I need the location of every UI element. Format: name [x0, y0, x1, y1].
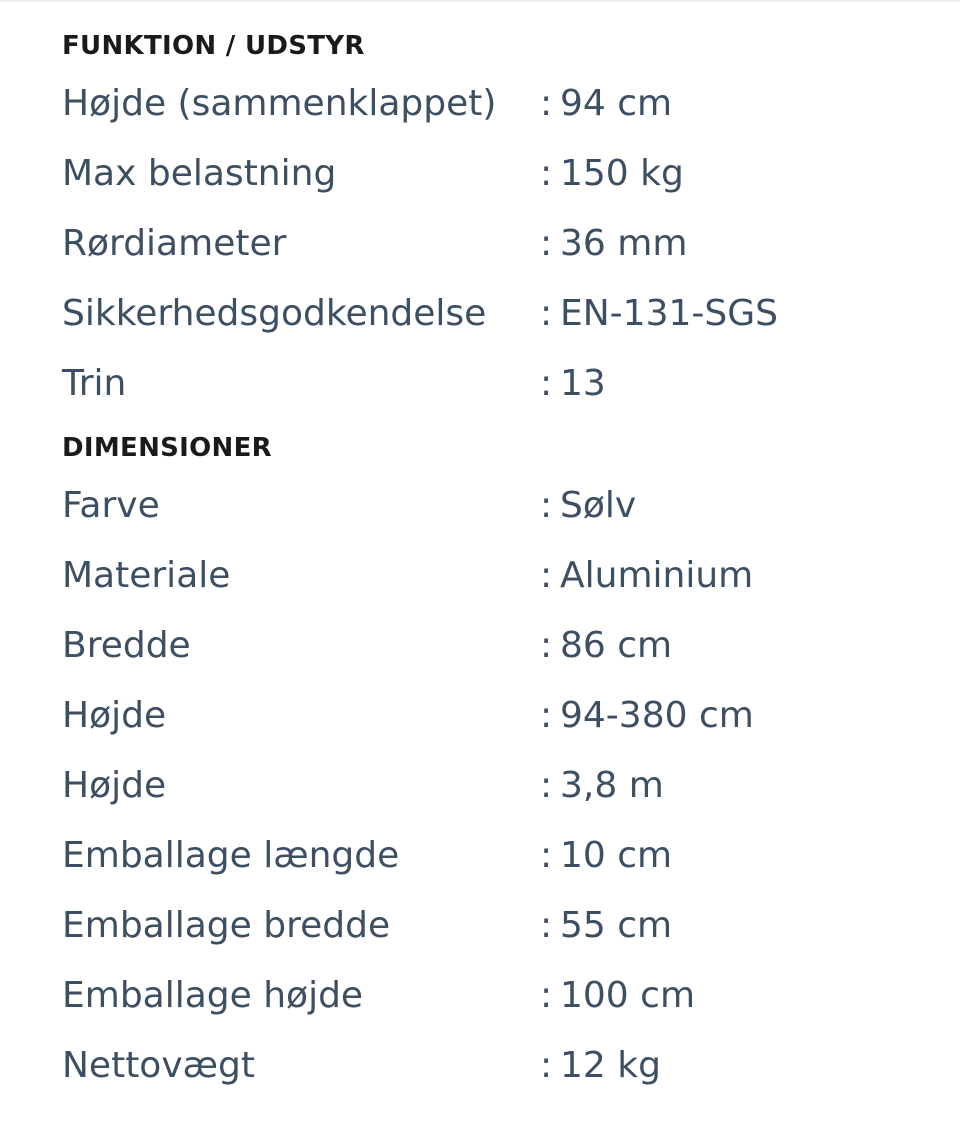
spec-separator: :: [540, 694, 553, 736]
section-dimensions: [62, 426, 942, 1100]
spec-row: [62, 138, 942, 208]
spec-row: [62, 208, 942, 278]
spec-label: Farve: [62, 484, 160, 526]
spec-sheet: [62, 24, 942, 1100]
spec-label: Højde: [62, 764, 167, 806]
spec-label: Emballage længde: [62, 834, 400, 876]
spec-label: Emballage højde: [62, 974, 364, 1016]
spec-label: Nettovægt: [62, 1044, 255, 1086]
spec-value: 36 mm: [560, 222, 688, 264]
spec-row: [62, 278, 942, 348]
top-divider: [0, 0, 960, 2]
spec-label: Sikkerhedsgodkendelse: [62, 292, 487, 334]
spec-row: [62, 960, 942, 1030]
spec-value: 55 cm: [560, 904, 673, 946]
spec-row: [62, 348, 942, 418]
spec-row: [62, 680, 942, 750]
spec-row: [62, 470, 942, 540]
spec-value: 100 cm: [560, 974, 696, 1016]
spec-value: 86 cm: [560, 624, 673, 666]
spec-row: [62, 540, 942, 610]
spec-value: Aluminium: [560, 554, 754, 596]
spec-value: EN-131-SGS: [560, 292, 778, 334]
spec-label: Bredde: [62, 624, 191, 666]
spec-label: Højde (sammenklappet): [62, 82, 497, 124]
spec-row: [62, 610, 942, 680]
spec-separator: :: [540, 974, 553, 1016]
spec-value: 10 cm: [560, 834, 673, 876]
spec-label: Materiale: [62, 554, 231, 596]
spec-separator: :: [540, 1044, 553, 1086]
spec-separator: :: [540, 764, 553, 806]
spec-row: [62, 820, 942, 890]
spec-separator: :: [540, 624, 553, 666]
spec-value: 94 cm: [560, 82, 673, 124]
section-heading: DIMENSIONER: [62, 433, 272, 463]
spec-label: Max belastning: [62, 152, 337, 194]
spec-row: [62, 750, 942, 820]
section-heading: FUNKTION / UDSTYR: [62, 31, 365, 61]
spec-label: Rørdiameter: [62, 222, 287, 264]
spec-separator: :: [540, 484, 553, 526]
spec-value: 150 kg: [560, 152, 684, 194]
spec-value: Sølv: [560, 484, 637, 526]
spec-label: Højde: [62, 694, 167, 736]
spec-row: [62, 1030, 942, 1100]
spec-row: [62, 890, 942, 960]
spec-value: 3,8 m: [560, 764, 664, 806]
section-function-equipment: [62, 24, 942, 418]
spec-separator: :: [540, 222, 553, 264]
spec-label: Emballage bredde: [62, 904, 391, 946]
spec-label: Trin: [62, 362, 127, 404]
spec-separator: :: [540, 152, 553, 194]
spec-separator: :: [540, 362, 553, 404]
spec-value: 94-380 cm: [560, 694, 754, 736]
spec-row: [62, 68, 942, 138]
spec-separator: :: [540, 82, 553, 124]
spec-value: 13: [560, 362, 606, 404]
spec-separator: :: [540, 904, 553, 946]
spec-separator: :: [540, 834, 553, 876]
spec-separator: :: [540, 292, 553, 334]
spec-separator: :: [540, 554, 553, 596]
spec-value: 12 kg: [560, 1044, 661, 1086]
